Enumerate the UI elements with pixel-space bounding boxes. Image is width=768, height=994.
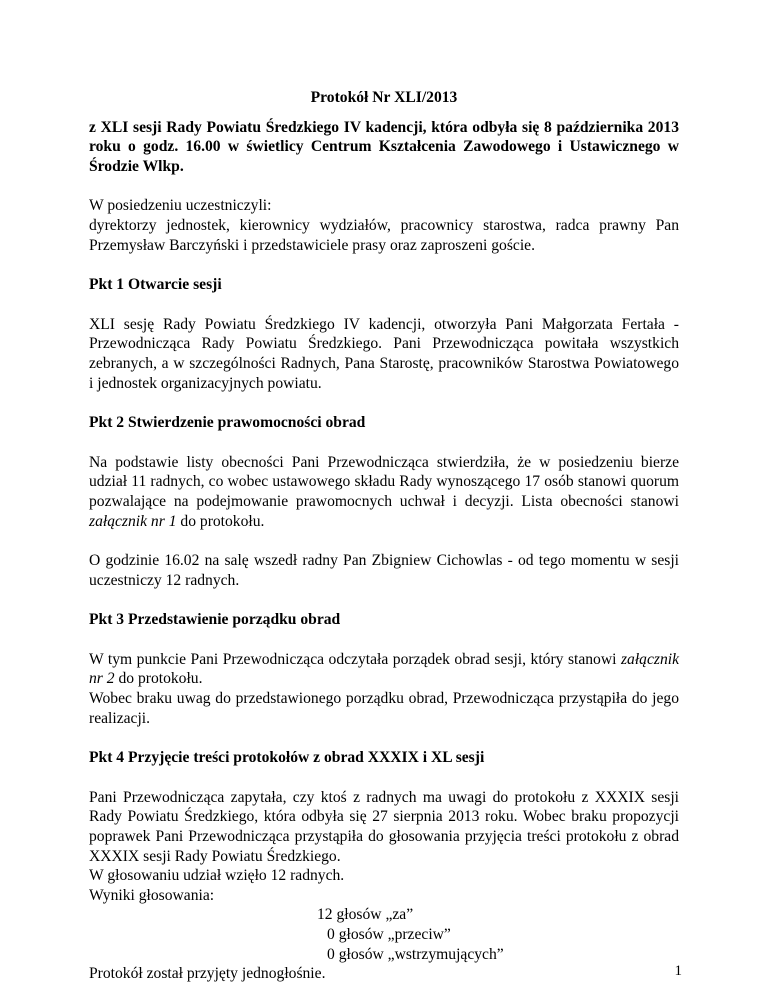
document-subtitle: z XLI sesji Rady Powiatu Średzkiego IV kadencji, która odbyła się 8 października 2013 roku o godz. 16.00 w świetlicy Centrum Kształcenia Zawodowego i Ustawicznego w Środzie Wlkp. bbox=[89, 118, 679, 175]
vote-result-abstain: 0 głosów „wstrzymujących” bbox=[327, 945, 504, 963]
section-heading-2: Pkt 2 Stwierdzenie prawomocności obrad bbox=[89, 414, 366, 432]
attachment-1-reference: załącznik nr 1 bbox=[89, 512, 177, 530]
section-paragraph-3b: Wobec braku uwag do przedstawionego porządku obrad, Przewodnicząca przystąpiła do jego realizacji. bbox=[89, 690, 679, 727]
vote-result-for: 12 głosów „za” bbox=[317, 906, 414, 924]
section-heading-1: Pkt 1 Otwarcie sesji bbox=[89, 276, 222, 294]
attendance-text: dyrektorzy jednostek, kierownicy wydziałów, pracownicy starostwa, radca prawny Pan Przemysław Barczyński i przedstawiciele prasy oraz zaproszeni goście. bbox=[89, 216, 679, 254]
page-number: 1 bbox=[674, 963, 682, 979]
section-2-text-a: Na podstawie listy obecności Pani Przewodnicząca stwierdziła, że w posiedzeniu bierze udział 11 radnych, co wobec ustawowego składu Rady wynoszącego 17 osób stanowi quorum pozwalające na podejmowanie prawomocnych uchwał i decyzji. Lista obecności stanowi bbox=[89, 453, 679, 510]
section-paragraph-4: Pani Przewodnicząca zapytała, czy ktoś z radnych ma uwagi do protokołu z XXXIX sesji Rady Powiatu Średzkiego, która odbyła się 27 sierpnia 2013 roku. Wobec braku propozycji poprawek Pani Przewodnicząca przystąpiła do głosowania przyjęcia treści protokołu z obrad XXXIX sesji Rady Powiatu Średzkiego. bbox=[89, 788, 679, 865]
section-heading-4: Pkt 4 Przyjęcie treści protokołów z obrad XXXIX i XL sesji bbox=[89, 749, 485, 767]
vote-result-against: 0 głosów „przeciw” bbox=[327, 926, 451, 943]
attendance-block bbox=[89, 196, 679, 255]
vote-participation: W głosowaniu udział wzięło 12 radnych. bbox=[89, 867, 345, 885]
section-paragraph-2b: O godzinie 16.02 na salę wszedł radny Pan Zbigniew Cichowlas - od tego momentu w sesji uczestniczy 12 radnych. bbox=[89, 552, 679, 589]
vote-results-label: Wyniki głosowania: bbox=[89, 886, 215, 904]
section-paragraph-1: XLI sesję Rady Powiatu Średzkiego IV kadencji, otworzyła Pani Małgorzata Fertała - Przewodnicząca Rady Powiatu Średzkiego. Pani Przewodnicząca powitała wszystkich zebranych, a w szczególności Radnych, Pana Starostę, pracowników Starostwa Powiatowego i jednostek organizacyjnych powiatu. bbox=[89, 315, 679, 392]
section-3-block bbox=[89, 650, 679, 728]
document-page bbox=[89, 88, 679, 984]
document-title: Protokół Nr XLI/2013 bbox=[310, 89, 458, 106]
section-4-block bbox=[89, 788, 679, 984]
section-2-text-b: do protokołu. bbox=[176, 512, 265, 530]
section-3-text-a: W tym punkcie Pani Przewodnicząca odczytała porządek obrad sesji, który stanowi bbox=[89, 650, 621, 668]
vote-conclusion: Protokół został przyjęty jednogłośnie. bbox=[89, 965, 326, 983]
attachment-2-reference: załącznik nr 2 bbox=[89, 650, 679, 688]
section-3-text-b: do protokołu. bbox=[114, 670, 203, 688]
section-paragraph-2 bbox=[89, 453, 679, 531]
section-paragraph-3 bbox=[89, 650, 679, 689]
section-heading-3: Pkt 3 Przedstawienie porządku obrad bbox=[89, 611, 341, 629]
attendance-intro: W posiedzeniu uczestniczyli: bbox=[89, 197, 272, 215]
